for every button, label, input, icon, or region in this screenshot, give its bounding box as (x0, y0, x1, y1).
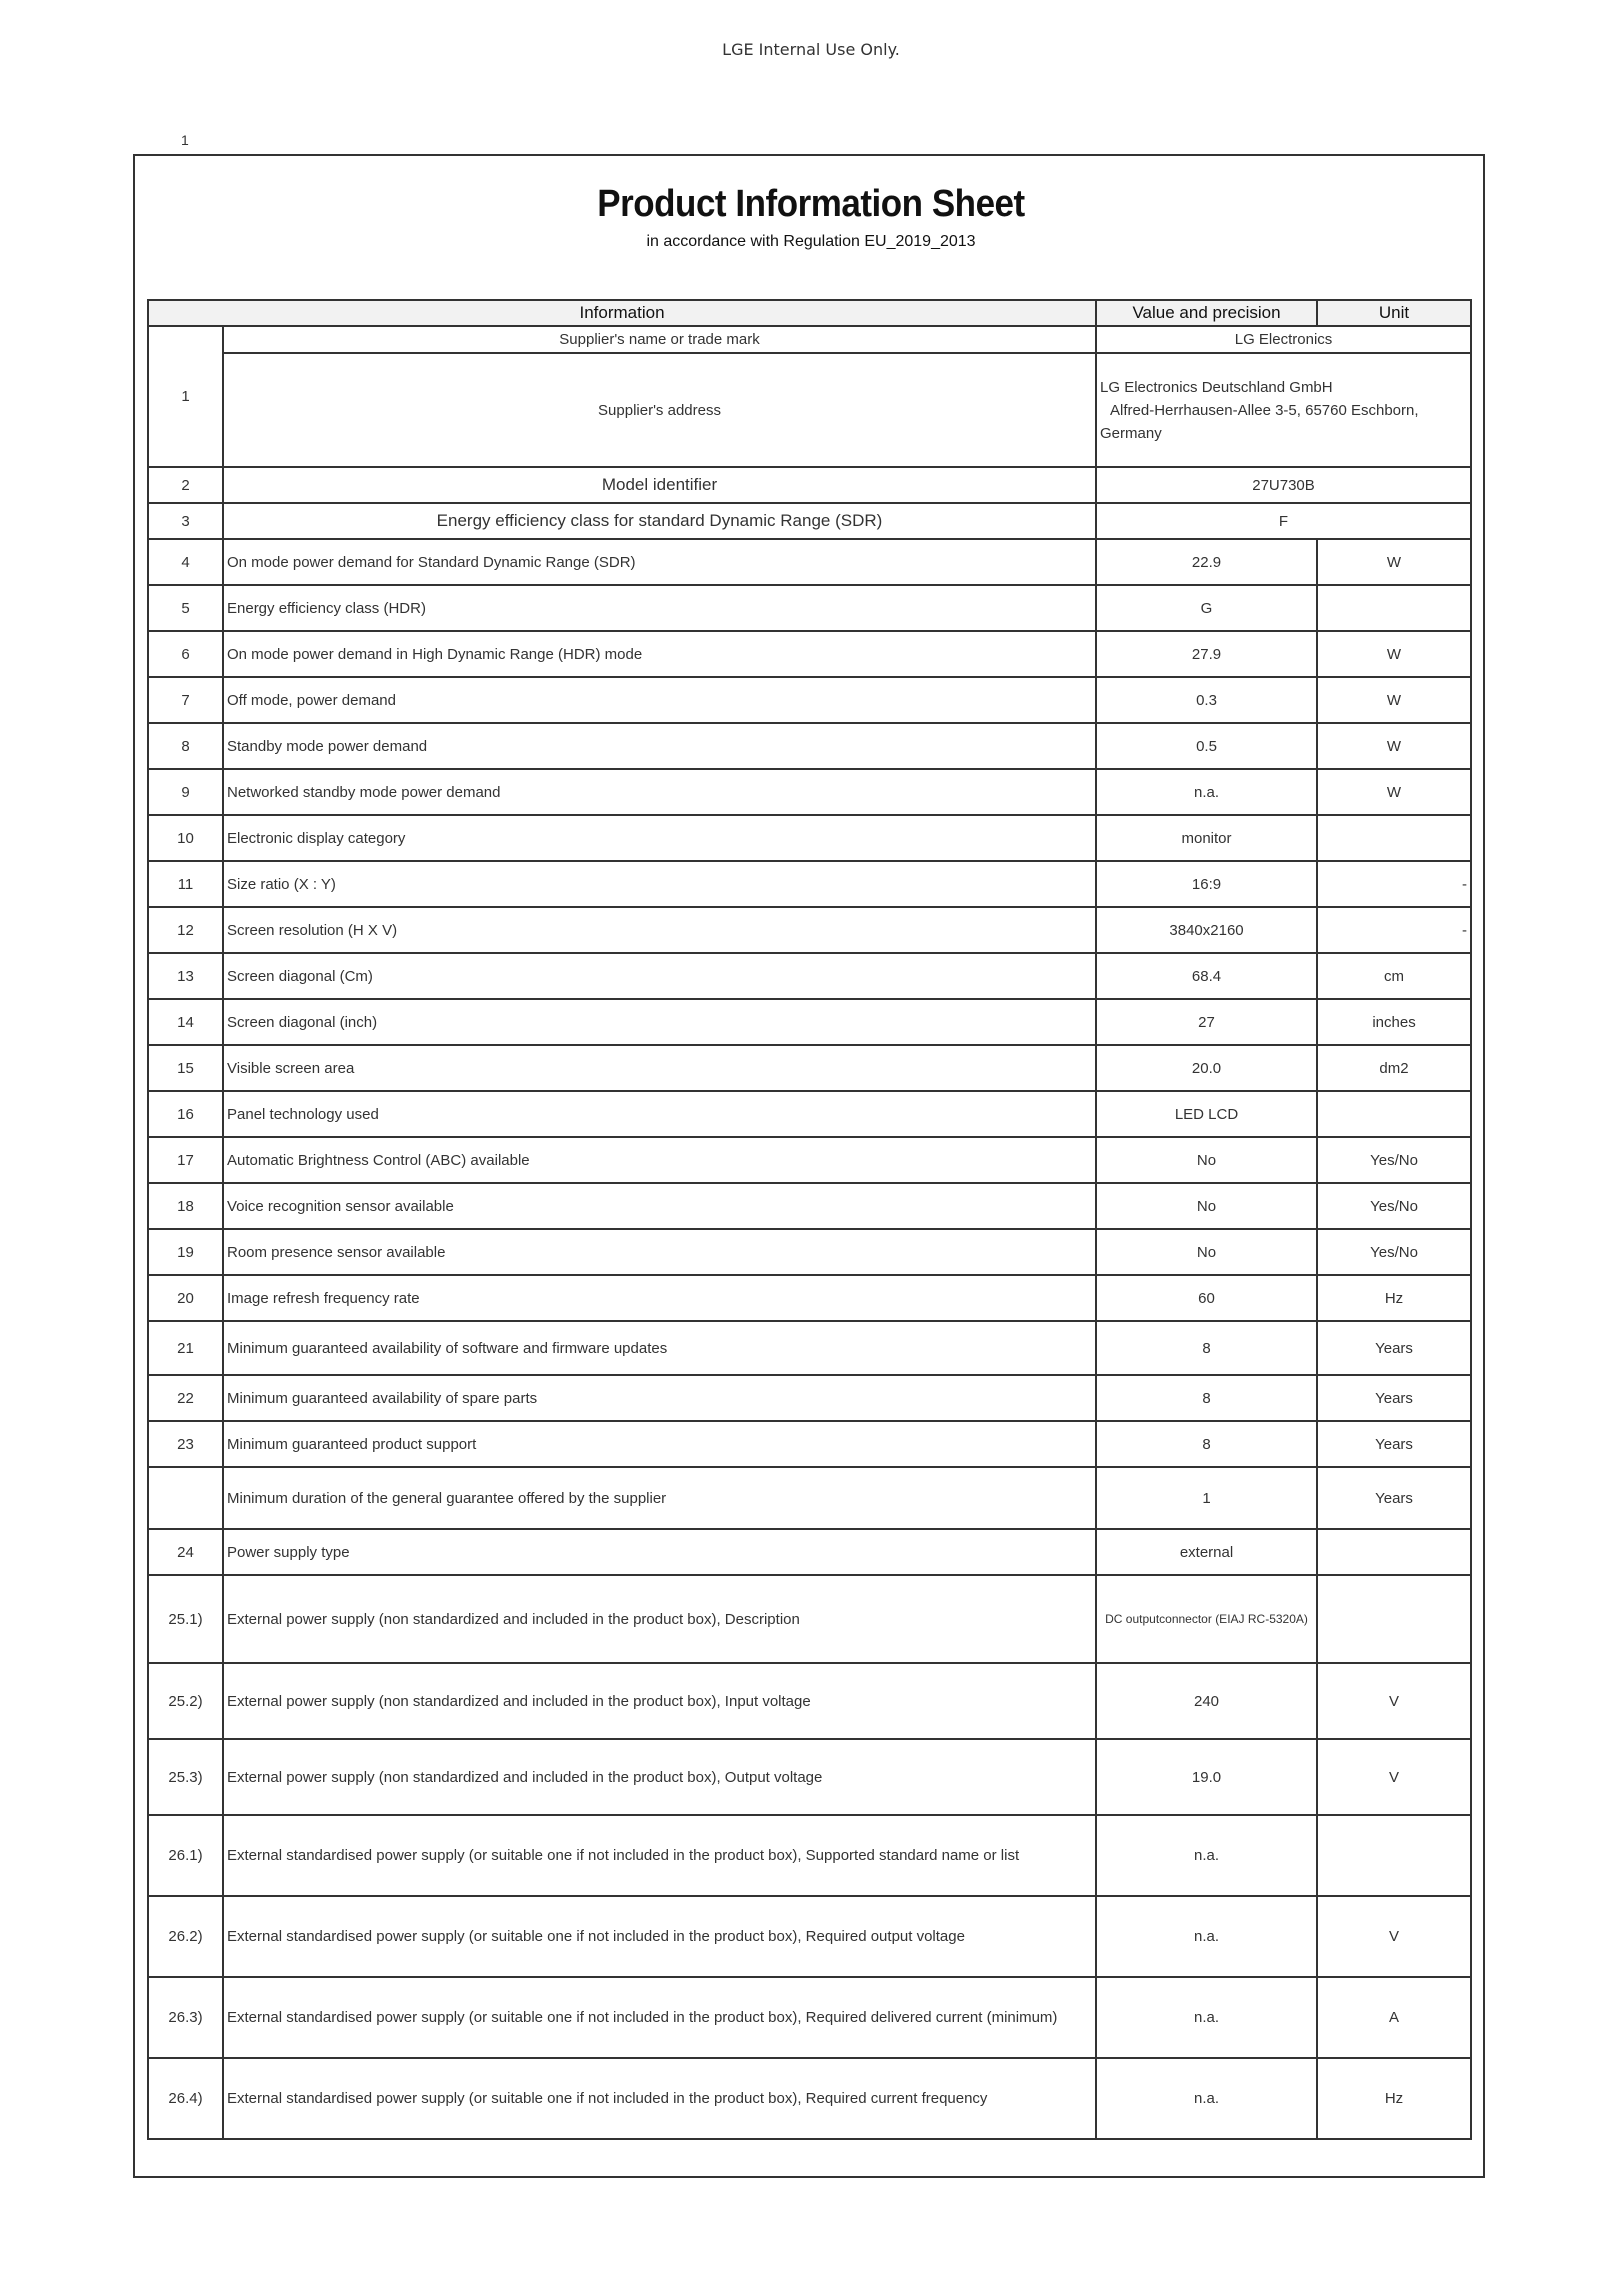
row-value: 27 (1096, 999, 1317, 1045)
model-identifier-label: Model identifier (223, 467, 1096, 503)
row-value: n.a. (1096, 1977, 1317, 2058)
row-value: 68.4 (1096, 953, 1317, 999)
supplier-name-value: LG Electronics (1096, 326, 1471, 353)
row-value: 240 (1096, 1663, 1317, 1739)
row-description: Screen diagonal (inch) (223, 999, 1096, 1045)
row-unit: W (1317, 723, 1471, 769)
row-unit (1317, 1091, 1471, 1137)
row-description: Electronic display category (223, 815, 1096, 861)
row-number: 20 (148, 1275, 223, 1321)
table-row (148, 1815, 1471, 1896)
row-unit: dm2 (1317, 1045, 1471, 1091)
column-header-information: Information (148, 300, 1096, 326)
row-unit (1317, 1575, 1471, 1663)
table-row (148, 677, 1471, 723)
row-value: n.a. (1096, 769, 1317, 815)
table-row (148, 1977, 1471, 2058)
address-line: Germany (1100, 424, 1162, 442)
page-title: Product Information Sheet (597, 183, 1025, 225)
table-row (148, 1575, 1471, 1663)
sdr-class-label: Energy efficiency class for standard Dynamic Range (SDR) (223, 503, 1096, 539)
row-number: 15 (148, 1045, 223, 1091)
row-description: Minimum guaranteed product support (223, 1421, 1096, 1467)
row-description: Image refresh frequency rate (223, 1275, 1096, 1321)
row-description: External power supply (non standardized and included in the product box), Input voltage (223, 1663, 1096, 1739)
table-row (148, 1321, 1471, 1375)
row-number: 21 (148, 1321, 223, 1375)
row-number: 22 (148, 1375, 223, 1421)
table-row (148, 907, 1471, 953)
row-description: Voice recognition sensor available (223, 1183, 1096, 1229)
row-number: 5 (148, 585, 223, 631)
row-value: 22.9 (1096, 539, 1317, 585)
row-value: No (1096, 1229, 1317, 1275)
table-row (148, 539, 1471, 585)
row-unit: W (1317, 631, 1471, 677)
row-value: DC outputconnector (EIAJ RC-5320A) (1096, 1575, 1317, 1663)
row-unit: W (1317, 539, 1471, 585)
model-identifier-value: 27U730B (1096, 467, 1471, 503)
supplier-address-value (1096, 353, 1471, 467)
row-number: 26.2) (148, 1896, 223, 1977)
row-value: No (1096, 1183, 1317, 1229)
row-description: External standardised power supply (or suitable one if not included in the product box), Required output voltage (223, 1896, 1096, 1977)
row-number: 18 (148, 1183, 223, 1229)
row-description: Networked standby mode power demand (223, 769, 1096, 815)
row-unit: Yes/No (1317, 1137, 1471, 1183)
page-subtitle: in accordance with Regulation EU_2019_2013 (646, 233, 976, 250)
product-information-table (147, 299, 1472, 2140)
row-value: LED LCD (1096, 1091, 1317, 1137)
row-number: 17 (148, 1137, 223, 1183)
row-number: 12 (148, 907, 223, 953)
row-description: Minimum guaranteed availability of spare parts (223, 1375, 1096, 1421)
row-unit (1317, 815, 1471, 861)
row-value: 8 (1096, 1321, 1317, 1375)
row-value: 8 (1096, 1375, 1317, 1421)
row-description: Visible screen area (223, 1045, 1096, 1091)
table-row (148, 815, 1471, 861)
row-value: monitor (1096, 815, 1317, 861)
table-row (148, 1421, 1471, 1467)
table-row (148, 1375, 1471, 1421)
row-unit: V (1317, 1896, 1471, 1977)
table-row (148, 999, 1471, 1045)
row-unit (1317, 1529, 1471, 1575)
table-header-row (148, 300, 1471, 326)
row-value: n.a. (1096, 1896, 1317, 1977)
row-value: n.a. (1096, 1815, 1317, 1896)
row-description: Screen diagonal (Cm) (223, 953, 1096, 999)
row-number: 23 (148, 1421, 223, 1467)
row-number: 26.3) (148, 1977, 223, 2058)
row-unit: Hz (1317, 1275, 1471, 1321)
address-line: Alfred-Herrhausen-Allee 3-5, 65760 Eschborn, (1110, 401, 1419, 419)
table-row (148, 1137, 1471, 1183)
row-unit: W (1317, 677, 1471, 723)
model-identifier-row (148, 467, 1471, 503)
row-number: 11 (148, 861, 223, 907)
row-number: 10 (148, 815, 223, 861)
row-unit: V (1317, 1739, 1471, 1815)
header-note: LGE Internal Use Only. (722, 40, 900, 59)
row-description: External standardised power supply (or suitable one if not included in the product box), Required delivered current (minimum) (223, 1977, 1096, 2058)
row-description: External power supply (non standardized and included in the product box), Description (223, 1575, 1096, 1663)
supplier-name-label: Supplier's name or trade mark (223, 326, 1096, 353)
row-value: 27.9 (1096, 631, 1317, 677)
supplier-address-row (148, 353, 1471, 467)
row-unit: Yes/No (1317, 1229, 1471, 1275)
row-description: Minimum duration of the general guarantee offered by the supplier (223, 1467, 1096, 1529)
row-value: 0.5 (1096, 723, 1317, 769)
row-number: 26.1) (148, 1815, 223, 1896)
row-description: External power supply (non standardized and included in the product box), Output voltage (223, 1739, 1096, 1815)
row-unit: A (1317, 1977, 1471, 2058)
table-row (148, 585, 1471, 631)
row-number: 24 (148, 1529, 223, 1575)
supplier-name-row (148, 326, 1471, 353)
table-row (148, 1467, 1471, 1529)
row-description: Power supply type (223, 1529, 1096, 1575)
row-unit (1317, 1815, 1471, 1896)
row-value: n.a. (1096, 2058, 1317, 2139)
row-number: 14 (148, 999, 223, 1045)
table-row (148, 631, 1471, 677)
row-description: Automatic Brightness Control (ABC) available (223, 1137, 1096, 1183)
row-description: External standardised power supply (or suitable one if not included in the product box), Supported standard name or list (223, 1815, 1096, 1896)
sdr-class-row (148, 503, 1471, 539)
row-number: 16 (148, 1091, 223, 1137)
row-unit: cm (1317, 953, 1471, 999)
row-number: 2 (148, 467, 223, 503)
row-description: Standby mode power demand (223, 723, 1096, 769)
row-unit: Years (1317, 1321, 1471, 1375)
row-description: Panel technology used (223, 1091, 1096, 1137)
table-row (148, 1739, 1471, 1815)
row-unit: Yes/No (1317, 1183, 1471, 1229)
supplier-address-label: Supplier's address (223, 353, 1096, 467)
column-header-unit: Unit (1317, 300, 1471, 326)
row-value: 3840x2160 (1096, 907, 1317, 953)
table-row (148, 1896, 1471, 1977)
row-number: 6 (148, 631, 223, 677)
column-header-value: Value and precision (1096, 300, 1317, 326)
row-value: 60 (1096, 1275, 1317, 1321)
row-unit: - (1317, 861, 1471, 907)
row-unit (1317, 585, 1471, 631)
sdr-class-value: F (1096, 503, 1471, 539)
row-number: 26.4) (148, 2058, 223, 2139)
row-unit: Years (1317, 1421, 1471, 1467)
row-value: 8 (1096, 1421, 1317, 1467)
row-description: Size ratio (X : Y) (223, 861, 1096, 907)
row-value: G (1096, 585, 1317, 631)
row-description: Screen resolution (H X V) (223, 907, 1096, 953)
row-value: 20.0 (1096, 1045, 1317, 1091)
table-row (148, 723, 1471, 769)
table-row (148, 1663, 1471, 1739)
row-number: 25.2) (148, 1663, 223, 1739)
row-description: External standardised power supply (or suitable one if not included in the product box), Required current frequency (223, 2058, 1096, 2139)
row-number: 7 (148, 677, 223, 723)
row-unit: Years (1317, 1467, 1471, 1529)
table-row (148, 1275, 1471, 1321)
row-number (148, 1467, 223, 1529)
row-number: 3 (148, 503, 223, 539)
row-value: 19.0 (1096, 1739, 1317, 1815)
table-row (148, 2058, 1471, 2139)
row-description: Room presence sensor available (223, 1229, 1096, 1275)
row-description: Minimum guaranteed availability of software and firmware updates (223, 1321, 1096, 1375)
row-number: 25.3) (148, 1739, 223, 1815)
table-row (148, 953, 1471, 999)
table-row (148, 769, 1471, 815)
table-row (148, 1183, 1471, 1229)
table-row (148, 1529, 1471, 1575)
row-unit: Hz (1317, 2058, 1471, 2139)
page-number: 1 (181, 132, 189, 148)
row-value: 16:9 (1096, 861, 1317, 907)
row-number: 8 (148, 723, 223, 769)
table-row (148, 1045, 1471, 1091)
row-description: On mode power demand in High Dynamic Range (HDR) mode (223, 631, 1096, 677)
row-unit: - (1317, 907, 1471, 953)
row-value: No (1096, 1137, 1317, 1183)
row-number: 9 (148, 769, 223, 815)
row-value: 0.3 (1096, 677, 1317, 723)
table-row (148, 1091, 1471, 1137)
row-number: 19 (148, 1229, 223, 1275)
row-description: Energy efficiency class (HDR) (223, 585, 1096, 631)
row-unit: W (1317, 769, 1471, 815)
address-line: LG Electronics Deutschland GmbH (1100, 378, 1333, 396)
row-unit: Years (1317, 1375, 1471, 1421)
row-number: 4 (148, 539, 223, 585)
row-unit: inches (1317, 999, 1471, 1045)
table-row (148, 1229, 1471, 1275)
row-number: 1 (148, 326, 223, 467)
row-value: external (1096, 1529, 1317, 1575)
row-value: 1 (1096, 1467, 1317, 1529)
row-unit: V (1317, 1663, 1471, 1739)
table-row (148, 861, 1471, 907)
row-number: 25.1) (148, 1575, 223, 1663)
row-number: 13 (148, 953, 223, 999)
row-description: On mode power demand for Standard Dynamic Range (SDR) (223, 539, 1096, 585)
row-description: Off mode, power demand (223, 677, 1096, 723)
